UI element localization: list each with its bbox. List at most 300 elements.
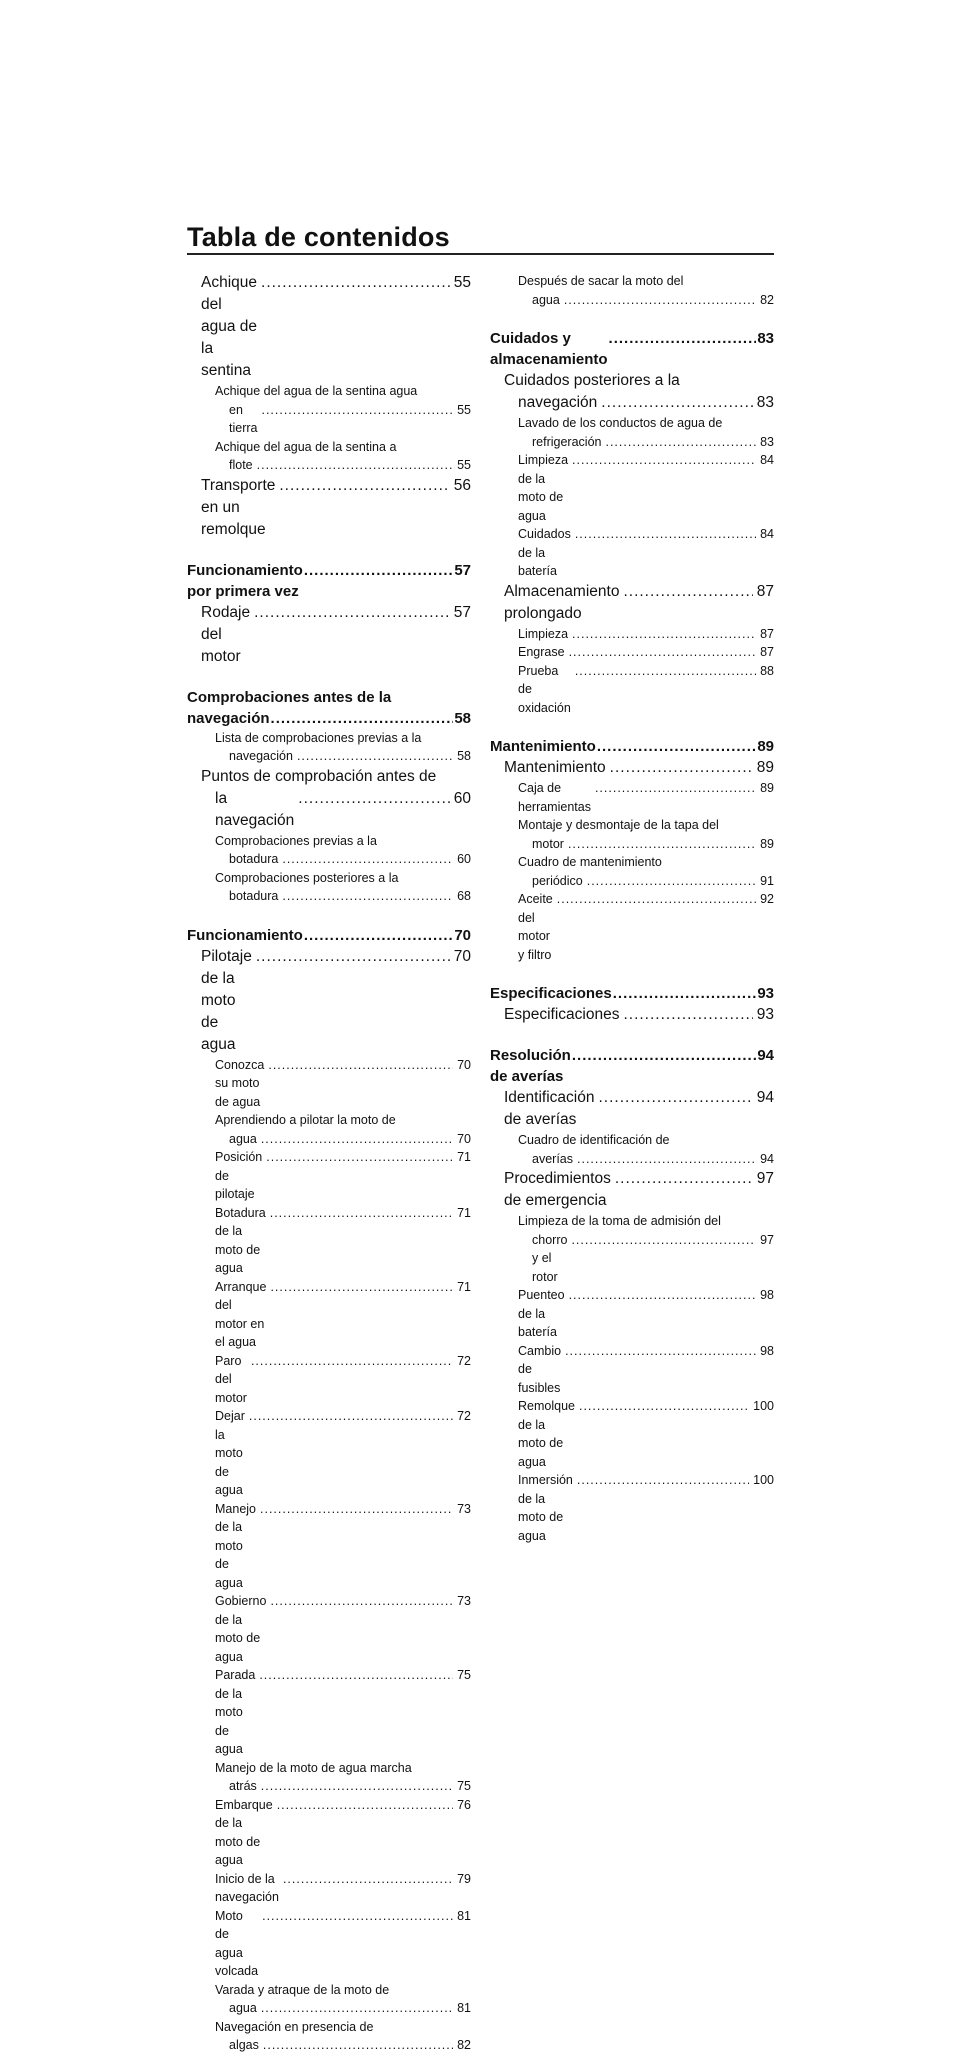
toc-entry-level3[interactable] xyxy=(490,272,774,309)
dot-leader xyxy=(569,643,757,662)
dot-leader xyxy=(270,1592,453,1611)
toc-entry-text: Engrase xyxy=(518,645,565,659)
dot-leader xyxy=(577,1150,756,1169)
page-number: 81 xyxy=(457,1908,471,1923)
page-number: 94 xyxy=(756,1089,774,1106)
toc-entry-level3[interactable] xyxy=(490,816,774,853)
page-number: 93 xyxy=(756,1006,774,1023)
page-number: 71 xyxy=(457,1205,471,1220)
page-number: 97 xyxy=(760,1232,774,1247)
dot-leader xyxy=(261,1777,453,1796)
dot-leader xyxy=(598,1087,752,1109)
toc-entry-level3[interactable] xyxy=(490,853,774,890)
page-number: 81 xyxy=(457,2001,471,2015)
page-number: 71 xyxy=(457,1279,471,1294)
toc-entry-level3[interactable] xyxy=(187,832,471,869)
toc-entry-level3[interactable] xyxy=(187,1981,471,2018)
dot-leader xyxy=(557,890,756,909)
toc-entry-level3[interactable] xyxy=(187,438,471,475)
toc-entry-text: Prueba de oxidación xyxy=(518,663,571,715)
page-number: 70 xyxy=(453,947,471,965)
dot-leader xyxy=(282,850,453,869)
toc-entry-line xyxy=(504,392,774,414)
toc-entry-text-cont: atrás xyxy=(229,1779,257,1793)
toc-column-right xyxy=(490,272,774,1545)
toc-entry-text: Manejo de la moto de agua marcha xyxy=(215,1760,412,1775)
toc-entry-level1[interactable] xyxy=(490,1045,774,1087)
toc-entry-line xyxy=(504,1004,774,1026)
dot-leader xyxy=(254,602,450,624)
toc-entry-text-cont: periódico xyxy=(532,873,583,888)
toc-entry-line xyxy=(215,1796,471,1870)
toc-entry-text: Botadura de la moto de agua xyxy=(215,1205,270,1275)
toc-entry-line xyxy=(201,602,471,668)
toc-entry-line xyxy=(215,1870,471,1907)
toc-entry-level2[interactable] xyxy=(490,1004,774,1026)
toc-entry-line xyxy=(215,1777,471,1796)
toc-entry-level2[interactable] xyxy=(490,757,774,779)
page-number: 70 xyxy=(454,926,471,944)
toc-entry-text: Transporte en un remolque xyxy=(201,476,280,538)
toc-entry-line xyxy=(490,736,774,757)
dot-leader xyxy=(256,946,450,968)
toc-entry-level3[interactable] xyxy=(490,1471,774,1545)
toc-entry-line xyxy=(490,1045,774,1087)
dot-leader xyxy=(271,708,454,729)
toc-entry-line xyxy=(215,1907,471,1981)
toc-entry-level3[interactable] xyxy=(490,1131,774,1168)
dot-leader xyxy=(572,1045,756,1066)
dot-leader xyxy=(277,1796,453,1815)
toc-entry-line xyxy=(518,625,774,644)
dot-leader xyxy=(261,1999,453,2018)
toc-entry-level2[interactable] xyxy=(490,1168,774,1212)
toc-entry-line xyxy=(215,1999,471,2018)
page-number: 91 xyxy=(760,873,774,888)
dot-leader xyxy=(571,1231,756,1250)
toc-entry-text: Varada y atraque de la moto de xyxy=(215,1982,390,1997)
toc-entry-text: Puntos de comprobación antes de xyxy=(201,767,437,785)
dot-leader xyxy=(270,1278,453,1297)
toc-entry-line xyxy=(201,272,471,382)
dot-leader xyxy=(564,291,756,310)
toc-entry-line xyxy=(518,1397,774,1471)
toc-entry-text: Paro del motor xyxy=(215,1353,247,1405)
dot-leader xyxy=(283,1870,453,1889)
toc-entry-level3[interactable] xyxy=(187,1870,471,1907)
toc-entry-text: Posición de pilotaje xyxy=(215,1150,266,1201)
toc-entry-text: Moto de agua volcada xyxy=(215,1908,259,1978)
page-number: 60 xyxy=(453,789,471,807)
toc-entry-level1[interactable] xyxy=(187,687,471,729)
toc-entry-line xyxy=(504,757,774,779)
dot-leader xyxy=(261,1130,453,1149)
page-number: 87 xyxy=(760,645,774,659)
toc-entry-text: Funcionamiento por primera vez xyxy=(187,561,308,600)
toc-entry-text: Mantenimiento xyxy=(504,759,606,776)
toc-entry-line xyxy=(518,662,774,718)
page-number: 76 xyxy=(457,1797,471,1812)
page-number: 83 xyxy=(756,394,774,411)
page-number: 72 xyxy=(457,1409,471,1423)
toc-entry-text: Inicio de la navegación xyxy=(215,1871,279,1904)
toc-entry-text: Manejo de la moto de agua xyxy=(215,1501,260,1590)
toc-entry-level1[interactable] xyxy=(490,328,774,370)
toc-entry-level1[interactable] xyxy=(490,736,774,757)
page-number: 93 xyxy=(757,985,774,1002)
page-number: 55 xyxy=(453,274,471,291)
dot-leader xyxy=(260,1500,453,1519)
toc-entry-text: Aceite del motor y filtro xyxy=(518,892,557,962)
toc-entry-level3[interactable] xyxy=(187,1056,471,1112)
toc-entry-text: Embarque de la moto de agua xyxy=(215,1797,277,1867)
toc-entry-line xyxy=(187,708,471,729)
page-number: 73 xyxy=(457,1501,471,1516)
dot-leader xyxy=(304,925,453,946)
toc-entry-level2[interactable] xyxy=(187,475,471,541)
dot-leader xyxy=(249,1407,453,1426)
toc-entry-level3[interactable] xyxy=(490,451,774,525)
toc-entry-level3[interactable] xyxy=(490,414,774,451)
toc-entry-line xyxy=(215,747,471,766)
toc-entry-line xyxy=(215,1352,471,1408)
toc-entry-text: Resolución de averías xyxy=(490,1047,576,1085)
dot-leader xyxy=(605,433,756,452)
dot-leader xyxy=(298,788,449,810)
toc-entry-text-cont: chorro y el rotor xyxy=(532,1232,571,1284)
toc-entry-level3[interactable] xyxy=(490,525,774,581)
toc-entry-level3[interactable] xyxy=(187,1500,471,1593)
toc-entry-text: Pilotaje de la moto de agua xyxy=(201,947,257,1053)
toc-entry-text: Arranque del motor en el agua xyxy=(215,1279,270,1349)
dot-leader xyxy=(261,272,450,294)
toc-entry-level3[interactable] xyxy=(490,662,774,718)
toc-entry-level3[interactable] xyxy=(187,1759,471,1796)
toc-entry-text: Lista de comprobaciones previas a la xyxy=(215,730,422,745)
toc-entry-level3[interactable] xyxy=(187,1111,471,1148)
page-number: 92 xyxy=(760,892,774,906)
toc-entry-line xyxy=(215,2036,471,2055)
toc-entry-level3[interactable] xyxy=(187,869,471,906)
page-number: 70 xyxy=(457,1131,471,1146)
toc-entry-text-cont: averías xyxy=(532,1151,573,1166)
dot-leader xyxy=(251,1352,453,1371)
toc-entry-text: Especificaciones xyxy=(490,985,612,1002)
toc-entry-text-cont: la navegación xyxy=(215,789,295,829)
dot-leader xyxy=(261,401,453,420)
dot-leader xyxy=(615,1168,753,1190)
toc-entry-level3[interactable] xyxy=(187,1148,471,1204)
dot-leader xyxy=(565,1342,756,1361)
toc-entry-line xyxy=(518,872,774,891)
toc-entry-level2[interactable] xyxy=(490,581,774,625)
page-number: 79 xyxy=(457,1871,471,1886)
toc-entry-line xyxy=(215,1592,471,1666)
toc-entry-level3[interactable] xyxy=(490,779,774,816)
toc-entry-text: Comprobaciones posteriores a la xyxy=(215,870,399,885)
toc-entry-text: Comprobaciones previas a la xyxy=(215,833,377,848)
page-title: Tabla de contenidos xyxy=(187,222,450,252)
toc-entry-line xyxy=(215,1056,471,1112)
page-number: 97 xyxy=(756,1170,774,1187)
page-number: 100 xyxy=(753,1399,774,1413)
toc-entry-line xyxy=(518,890,774,964)
toc-entry-text-cont: algas xyxy=(229,2038,259,2052)
toc-entry-text: Mantenimiento xyxy=(490,738,596,755)
toc-entry-text: Cambio de fusibles xyxy=(518,1343,565,1395)
page-number: 70 xyxy=(457,1057,471,1072)
toc-entry-text: Procedimientos de emergencia xyxy=(504,1170,616,1209)
page-number: 94 xyxy=(760,1151,774,1166)
page-number: 58 xyxy=(454,709,471,727)
toc-entry-line xyxy=(187,925,471,946)
page-number: 68 xyxy=(457,889,471,903)
toc-entry-level3[interactable] xyxy=(187,382,471,438)
toc-entry-line xyxy=(504,1168,774,1212)
toc-entry-level3[interactable] xyxy=(187,2018,471,2055)
toc-entry-level2[interactable] xyxy=(490,370,774,414)
page-number: 71 xyxy=(457,1150,471,1164)
dot-leader xyxy=(297,747,453,766)
toc-entry-line xyxy=(518,643,774,662)
page-number: 58 xyxy=(457,749,471,763)
toc-entry-level3[interactable] xyxy=(187,1907,471,1981)
page-number: 55 xyxy=(457,402,471,417)
toc-entry-text: Cuadro de mantenimiento xyxy=(518,855,662,869)
toc-entry-line xyxy=(201,788,471,832)
dot-leader xyxy=(609,328,757,349)
page-number: 73 xyxy=(457,1594,471,1608)
dot-leader xyxy=(595,779,756,798)
toc-entry-level3[interactable] xyxy=(187,1352,471,1408)
dot-leader xyxy=(282,887,453,906)
page-number: 84 xyxy=(760,527,774,541)
toc-entry-text-cont: motor xyxy=(532,836,564,851)
page-number: 82 xyxy=(457,2038,471,2052)
toc-entry-level3[interactable] xyxy=(187,1204,471,1278)
page-number: 88 xyxy=(760,663,774,678)
dot-leader xyxy=(575,662,756,681)
toc-entry-text: Cuadro de identificación de xyxy=(518,1133,670,1147)
toc-entry-text: Aprendiendo a pilotar la moto de xyxy=(215,1113,396,1127)
dot-leader xyxy=(263,2036,453,2055)
page-number: 87 xyxy=(756,582,774,600)
toc-column-left xyxy=(187,272,471,2055)
toc-entry-text: Gobierno de la moto de agua xyxy=(215,1594,270,1664)
toc-entry-line xyxy=(518,835,774,854)
toc-entry-level3[interactable] xyxy=(490,1286,774,1342)
dot-leader xyxy=(623,1004,752,1026)
toc-entry-level2[interactable] xyxy=(187,272,471,382)
toc-entry-text: Rodaje del motor xyxy=(201,603,255,665)
toc-entry-line xyxy=(215,1407,471,1500)
toc-entry-text: Funcionamiento xyxy=(187,926,303,944)
toc-entry-text: Caja de herramientas xyxy=(518,781,591,814)
toc-entry-line xyxy=(518,1150,774,1169)
page-number: 55 xyxy=(457,458,471,472)
toc-entry-text: Puenteo de la batería xyxy=(518,1288,569,1339)
dot-leader xyxy=(268,1056,453,1075)
toc-entry-line xyxy=(215,1666,471,1759)
toc-entry-text: Después de sacar la moto del xyxy=(518,274,684,288)
toc-entry-line xyxy=(518,779,774,816)
page-number: 98 xyxy=(760,1288,774,1302)
toc-entry-text: Almacenamiento prolongado xyxy=(504,582,624,622)
toc-entry-text: Achique del agua de la sentina xyxy=(201,274,262,379)
toc-entry-line xyxy=(490,983,774,1004)
toc-entry-line xyxy=(504,1087,774,1131)
toc-entry-line xyxy=(215,1148,471,1204)
toc-entry-text-cont: botadura xyxy=(229,889,279,903)
dot-leader xyxy=(259,1666,453,1685)
toc-entry-text: Comprobaciones antes de la xyxy=(187,688,392,706)
page-number: 100 xyxy=(753,1473,774,1487)
toc-entry-text-cont: navegación xyxy=(518,394,598,411)
page-number: 98 xyxy=(760,1343,774,1358)
dot-leader xyxy=(572,451,756,470)
dot-leader xyxy=(601,392,752,414)
toc-entry-text: Parada de la moto de agua xyxy=(215,1668,259,1756)
toc-entry-level2[interactable] xyxy=(187,766,471,832)
toc-entry-level3[interactable] xyxy=(490,1397,774,1471)
toc-entry-text: Achique del agua de la sentina a xyxy=(215,439,397,454)
toc-entry-level3[interactable] xyxy=(187,1796,471,1870)
toc-entry-level2[interactable] xyxy=(187,602,471,668)
toc-entry-text: Especificaciones xyxy=(504,1006,620,1023)
toc-entry-line xyxy=(215,456,471,475)
page-number: 82 xyxy=(760,292,774,307)
toc-entry-text: Identificación de averías xyxy=(504,1089,599,1128)
toc-entry-level2[interactable] xyxy=(187,946,471,1056)
dot-leader xyxy=(279,475,449,497)
dot-leader xyxy=(266,1148,453,1167)
title-underline xyxy=(187,253,774,255)
toc-entry-text: Lavado de los conductos de agua de xyxy=(518,416,723,430)
toc-entry-line xyxy=(215,887,471,906)
toc-entry-text-cont: flote xyxy=(229,458,253,472)
toc-entry-line xyxy=(201,475,471,541)
toc-entry-line xyxy=(518,433,774,452)
dot-leader xyxy=(304,560,453,581)
toc-entry-level1[interactable] xyxy=(490,983,774,1004)
page-number: 83 xyxy=(757,330,774,347)
toc-entry-line xyxy=(215,401,471,438)
toc-entry-text: Remolque de la moto de agua xyxy=(518,1399,579,1469)
dot-leader xyxy=(587,872,756,891)
toc-entry-level3[interactable] xyxy=(490,1342,774,1398)
toc-entry-text-cont: agua xyxy=(532,292,560,307)
toc-entry-line xyxy=(504,581,774,625)
dot-leader xyxy=(610,757,753,779)
toc-entry-line xyxy=(215,1204,471,1278)
toc-entry-level1[interactable] xyxy=(187,560,471,602)
page-number: 89 xyxy=(756,759,774,776)
toc-entry-line xyxy=(518,291,774,310)
dot-leader xyxy=(270,1204,453,1223)
dot-leader xyxy=(613,983,757,1004)
toc-entry-text: Inmersión de la moto de agua xyxy=(518,1473,577,1543)
page-number: 57 xyxy=(454,561,471,579)
toc-entry-level3[interactable] xyxy=(490,625,774,644)
dot-leader xyxy=(572,625,756,644)
toc-entry-text: Navegación en presencia de xyxy=(215,2019,374,2034)
page-number: 56 xyxy=(453,476,471,494)
dot-leader xyxy=(597,736,756,757)
toc-entry-text: Cuidados y almacenamiento xyxy=(490,330,608,368)
toc-entry-line xyxy=(215,850,471,869)
toc-entry-level2[interactable] xyxy=(490,1087,774,1131)
page-number: 94 xyxy=(757,1047,774,1064)
page-number: 89 xyxy=(757,738,774,755)
page-number: 89 xyxy=(760,781,774,795)
toc-entry-level3[interactable] xyxy=(490,890,774,964)
dot-leader xyxy=(568,835,756,854)
toc-entry-line xyxy=(187,560,471,602)
toc-entry-text: Limpieza de la moto de agua xyxy=(518,453,572,523)
toc-entry-text-cont: agua xyxy=(229,2001,257,2015)
toc-entry-text: Cuidados de la batería xyxy=(518,527,575,578)
page-number: 72 xyxy=(457,1353,471,1368)
toc-entry-level3[interactable] xyxy=(187,1278,471,1352)
page-number: 60 xyxy=(457,852,471,866)
toc-entry-text-cont: navegación xyxy=(229,749,293,763)
toc-entry-line xyxy=(518,1471,774,1545)
toc-entry-text-cont: botadura xyxy=(229,852,279,866)
toc-entry-line xyxy=(215,1278,471,1352)
toc-entry-line xyxy=(215,1500,471,1593)
toc-entry-text: Conozca su moto de agua xyxy=(215,1057,268,1109)
toc-entry-level3[interactable] xyxy=(187,1407,471,1500)
page-number: 75 xyxy=(457,1668,471,1682)
toc-entry-level3[interactable] xyxy=(490,643,774,662)
page-number: 57 xyxy=(453,603,471,621)
toc-entry-line xyxy=(201,946,471,1056)
toc-entry-level3[interactable] xyxy=(187,1666,471,1759)
toc-entry-text: Dejar la moto de agua xyxy=(215,1409,249,1497)
toc-entry-line xyxy=(518,525,774,581)
toc-entry-line xyxy=(490,328,774,370)
toc-entry-text-cont: en tierra xyxy=(229,402,258,435)
toc-entry-line xyxy=(518,451,774,525)
toc-entry-text: Limpieza xyxy=(518,626,569,641)
toc-entry-text: Limpieza de la toma de admisión del xyxy=(518,1214,721,1228)
page-number: 87 xyxy=(760,626,774,641)
toc-entry-line xyxy=(518,1286,774,1342)
dot-leader xyxy=(569,1286,757,1305)
dot-leader xyxy=(579,1397,749,1416)
toc-entry-level3[interactable] xyxy=(187,1592,471,1666)
dot-leader xyxy=(575,525,756,544)
dot-leader xyxy=(623,581,752,603)
toc-entry-text: Montaje y desmontaje de la tapa del xyxy=(518,818,719,832)
toc-entry-level3[interactable] xyxy=(187,729,471,766)
dot-leader xyxy=(262,1907,453,1926)
toc-entry-level1[interactable] xyxy=(187,925,471,946)
page-number: 75 xyxy=(457,1779,471,1793)
toc-entry-line xyxy=(518,1231,774,1287)
toc-entry-text: Achique del agua de la sentina agua xyxy=(215,384,418,398)
toc-entry-text-cont: agua xyxy=(229,1131,257,1146)
toc-entry-text-cont: refrigeración xyxy=(532,434,602,449)
page-number: 84 xyxy=(760,453,774,467)
dot-leader xyxy=(577,1471,749,1490)
toc-entry-line xyxy=(518,1342,774,1398)
page-number: 89 xyxy=(760,836,774,851)
toc-entry-text-cont: navegación xyxy=(187,709,270,727)
toc-entry-level3[interactable] xyxy=(490,1212,774,1286)
dot-leader xyxy=(257,456,453,475)
page-number: 83 xyxy=(760,434,774,449)
